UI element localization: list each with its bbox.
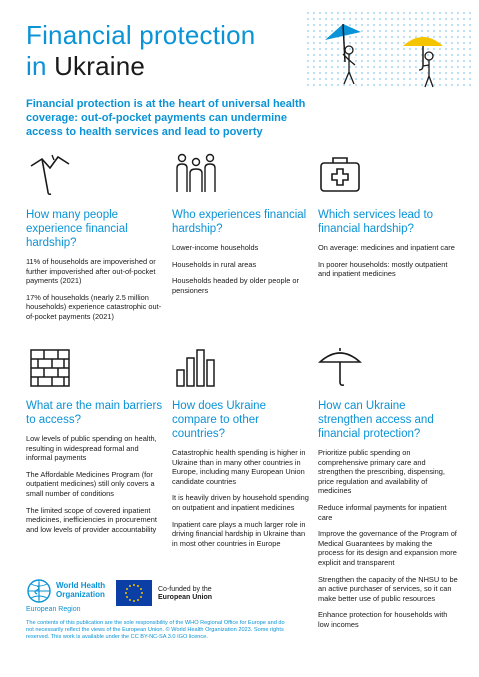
who-line-2: Organization: [56, 589, 105, 599]
title-line-2: [26, 51, 255, 82]
who-emblem-icon: [26, 578, 52, 604]
brick-wall-icon: [28, 346, 72, 390]
hero-illustration: [305, 10, 475, 90]
people-group-icon: [174, 152, 218, 196]
section-question: How does Ukraine compare to other countries?: [172, 400, 266, 440]
section-paragraph: Households headed by older people or pensioners: [172, 276, 299, 295]
section-paragraph: Households in rural areas: [172, 259, 257, 269]
section-question: Who experiences financial hardship?: [172, 209, 307, 235]
title-country: Ukraine: [54, 51, 146, 81]
title-in: in: [26, 51, 55, 81]
eu-line-1: Co-funded by the: [158, 586, 212, 593]
section-financial-hardship-count: [26, 208, 166, 329]
eu-cofunded-text: [158, 586, 212, 602]
section-paragraph: The limited scope of covered inpatient medicines, inefficiencies in procurement and low levels of provider accountability: [26, 505, 157, 534]
disclaimer-text: The contents of this publication are the sole responsibility of the WHO Regional Office for Europe and do not necessarily reflect the views of the European Union. © World Health Organization 2023. Some rights reserved. This work is available under the CC BY-NC-SA 3.0 IGO licence.: [26, 620, 285, 641]
section-paragraph: The Affordable Medicines Program (for outpatient medicines) still only covers a small number of conditions: [26, 469, 155, 498]
who-region: European Region: [26, 606, 81, 613]
section-compare-countries: [172, 399, 312, 555]
section-which-services: [318, 208, 458, 286]
first-aid-kit-icon: [318, 152, 362, 196]
who-logo-text: [56, 582, 105, 599]
section-paragraph: Lower-income households: [172, 243, 259, 252]
section-main-barriers: [26, 399, 166, 541]
section-question: How many people experience financial hardship?: [26, 209, 128, 249]
section-paragraph: It is heavily driven by household spending on outpatient and inpatient medicines: [172, 493, 309, 512]
section-question: Which services lead to financial hardship?: [318, 209, 434, 235]
section-paragraph: Improve the governance of the Program of Medical Guarantees by making the process for its design and expansion more explicit and transparent: [318, 529, 457, 567]
bar-chart-icon: [174, 346, 218, 390]
eu-flag-icon: [116, 580, 152, 606]
section-paragraph: 11% of households are impoverished or further impoverished after out-of-pocket payments (2021): [26, 257, 156, 286]
section-paragraph: Strengthen the capacity of the NHSU to be an active purchaser of services, so it can make better use of public resources: [318, 574, 458, 603]
broken-umbrella-icon: [28, 152, 72, 196]
umbrella-icon: [318, 346, 362, 390]
section-who-experiences: [172, 208, 312, 302]
people-with-umbrellas-icon: [305, 10, 475, 90]
section-paragraph: In poorer households: mostly outpatient and inpatient medicines: [318, 259, 448, 279]
section-paragraph: 17% of households (nearly 2.5 million households) experience catastrophic out-of-pocket payments (2021): [26, 292, 162, 321]
section-paragraph: Prioritize public spending on comprehensive primary care and strengthen the prescribing, dispensing, price regulation and availability of medicines: [318, 448, 445, 496]
section-paragraph: Low levels of public spending on health, resulting in widespread formal and informal payments: [26, 434, 157, 463]
page-title: [26, 20, 255, 82]
lead-text: Financial protection is at the heart of universal health coverage: out-of-pocket payments can undermine access to health services and lead to poverty: [26, 98, 306, 138]
who-line-1: World Health: [56, 581, 106, 590]
section-paragraph: Reduce informal payments for inpatient care: [318, 502, 447, 522]
section-paragraph: Catastrophic health spending is higher in Ukraine than in many other countries in Europe, including many European Union candidate countries: [172, 448, 306, 486]
section-question: What are the main barriers to access?: [26, 400, 163, 426]
title-line-1: Financial protection: [26, 20, 256, 50]
footer-logos: [26, 578, 326, 618]
eu-stars-icon: [116, 580, 152, 606]
section-paragraph: On average: medicines and inpatient care: [318, 243, 455, 252]
section-strengthen-access: [318, 399, 458, 637]
section-paragraph: Inpatient care plays a much larger role in driving financial hardship in Ukraine than in most other countries in Europe: [172, 519, 306, 548]
section-paragraph: Enhance protection for households with low incomes: [318, 610, 448, 629]
section-question: How can Ukraine strengthen access and financial protection?: [318, 400, 434, 440]
eu-line-2: European Union: [158, 594, 213, 601]
